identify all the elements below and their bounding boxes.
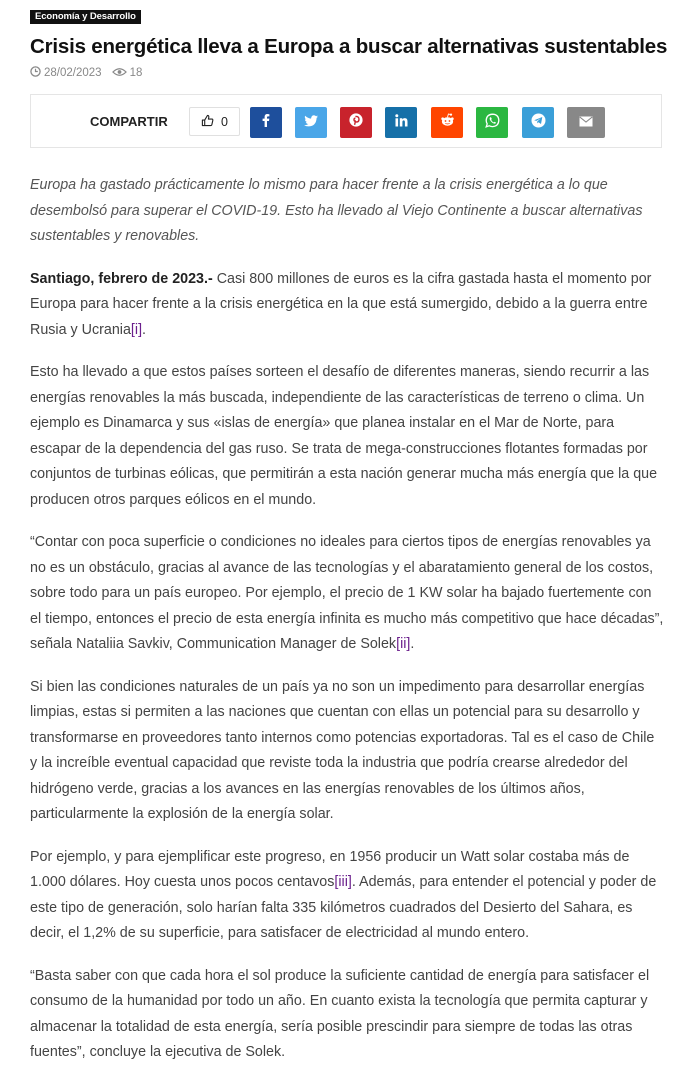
article-body [30, 173, 664, 1083]
post-meta [30, 66, 142, 80]
telegram-share-button[interactable] [522, 107, 554, 138]
footnote-link[interactable]: [ii] [396, 636, 411, 652]
like-button[interactable] [189, 107, 240, 136]
linkedin-share-button[interactable] [385, 107, 417, 138]
paragraph-text: . [142, 321, 147, 338]
footnote-link[interactable]: [i] [130, 321, 143, 338]
telegram-icon [531, 113, 546, 133]
article-lead: Europa ha gastado prácticamente lo mismo para hacer frente a la crisis energética a lo que desembolsó para superar el COVID-19. Esto ha llevado al Viejo Continente a buscar alternativas sustentables y renovables. [30, 177, 643, 244]
reddit-share-button[interactable] [431, 107, 463, 138]
dateline: Santiago, febrero de 2023.- [30, 270, 213, 287]
paragraph-text: Por ejemplo, y para ejemplificar este progreso, en 1956 producir un Watt solar costaba más de 1.000 dólares. Hoy cuesta unos pocos centavos [30, 848, 630, 890]
paragraph-text: . Además, para entender el potencial y poder de este tipo de generación, solo harían falta 335 kilómetros cuadrados del Desierto del Sahara, es decir, el 1,2% de su superficie, para satisfacer de electricidad al mundo entero. [30, 874, 657, 941]
eye-icon [112, 67, 130, 80]
twitter-share-button[interactable] [295, 107, 327, 138]
linkedin-icon [395, 114, 408, 132]
whatsapp-share-button[interactable] [476, 107, 508, 138]
paragraph-text: Casi 800 millones de euros es la cifra gastada hasta el momento por Europa para hacer frente a la crisis energética en la que está sumergido, debido a la guerra entre Rusia y Ucrania [30, 270, 652, 338]
paragraph: “Basta saber con que cada hora el sol produce la suficiente cantidad de energía para satisfacer el consumo de la humanidad por todo un año. En cuanto exista la tecnología que permita capturar y almacenar la totalidad de esta energía, sería posible prescindir para siempre de todas las otras fuentes”, concluye la ejecutiva de Solek. [30, 967, 650, 1060]
envelope-icon [579, 114, 593, 132]
views-count: 18 [129, 67, 143, 79]
whatsapp-icon [485, 113, 500, 133]
pinterest-icon [349, 113, 363, 132]
article-title: Crisis energética lleva a Europa a buscar alternativas sustentables [30, 35, 668, 58]
post-date: 28/02/2023 [44, 67, 102, 79]
email-share-button[interactable] [567, 107, 605, 138]
facebook-share-button[interactable] [250, 107, 282, 138]
paragraph: Esto ha llevado a que estos países sorteen el desafío de diferentes maneras, siendo recurrir a las energías renovables la más buscada, independiente de las características de terreno o clima. Un ejemplo es Dinamarca y sus «islas de energía» que planea instalar en el Mar de Norte, para escapar de la dependencia del gas ruso. Se trata de mega-construcciones flotantes formadas por conjuntos de turbinas eólicas, que permitirán a esta nación generar mucha más energía que la que producen otros parques eólicos en el mundo. [30, 364, 658, 508]
paragraph-text: “Contar con poca superficie o condiciones no ideales para ciertos tipos de energías renovables ya no es un obstáculo, gracias al avance de las tecnologías y el abaratamiento general de los costos, sobre todo para un país europeo. Por ejemplo, el precio de 1 KW solar ha bajado fuertemente con el tiempo, entonces el precio de esta energía infinita es mucho más competitivo que hace décadas”, señala Nataliia Savkiv, Communication Manager de Solek [30, 534, 664, 652]
clock-icon [30, 66, 44, 80]
paragraph [30, 267, 664, 344]
twitter-icon [304, 114, 318, 132]
like-count: 0 [221, 114, 228, 129]
facebook-icon [259, 113, 273, 132]
paragraph [30, 845, 664, 947]
thumbs-up-icon [201, 114, 221, 130]
paragraph: Si bien las condiciones naturales de un país ya no son un impedimento para desarrollar energías limpias, estas si permiten a las naciones que cuentan con ellas un potencial para su desarrollo y transformarse en proveedores tanto internos como potencias exportadoras. Tal es el caso de Chile y la increíble eventual capacidad que reviste toda la industria que podría crearse alrededor del hidrógeno verde, gracias a los avances en las energías renovables de los últimos años, particularmente la explosión de la energía solar. [30, 678, 655, 822]
paragraph-text: . [410, 636, 415, 652]
share-bar [30, 94, 662, 148]
share-label: COMPARTIR [90, 114, 168, 129]
pinterest-share-button[interactable] [340, 107, 372, 138]
reddit-icon [440, 113, 455, 132]
footnote-link[interactable]: [iii] [334, 874, 352, 890]
post-views [112, 67, 143, 80]
category-badge[interactable]: Economía y Desarrollo [30, 10, 141, 24]
paragraph [30, 530, 664, 658]
